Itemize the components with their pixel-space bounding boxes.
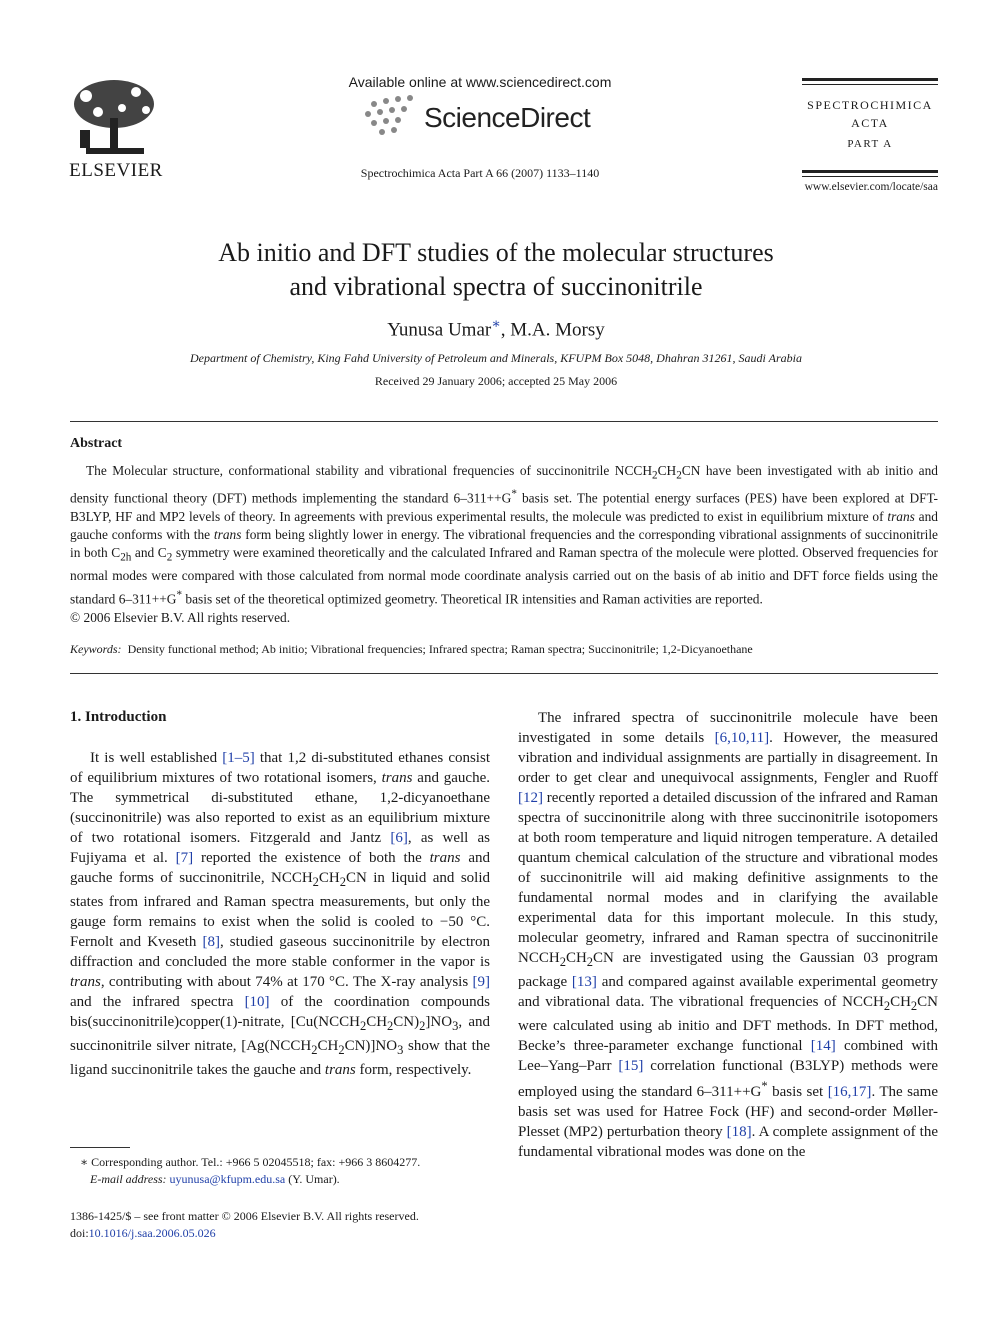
ref-link[interactable]: [6,10,11] (714, 730, 770, 746)
ref-link[interactable]: [1–5] (222, 750, 255, 766)
available-online: Available online at www.sciencedirect.com (348, 74, 612, 90)
elsevier-logo (66, 74, 166, 184)
email-label: E-mail address: (90, 1172, 167, 1186)
author-list (96, 316, 896, 341)
journal-citation: Spectrochimica Acta Part A 66 (2007) 1133–1140 (360, 166, 600, 180)
keywords-label: Keywords: (70, 642, 122, 656)
front-matter (70, 1208, 490, 1242)
ref-link[interactable]: [6] (390, 830, 408, 846)
section-heading-introduction: 1. Introduction (70, 709, 167, 725)
ref-link[interactable]: [7] (175, 850, 194, 866)
footnote-text: Corresponding author. Tel.: +966 5 02045518; fax: +966 3 8604277. (88, 1155, 421, 1169)
journal-masthead (802, 78, 938, 178)
email-link[interactable]: uyunusa@kfupm.edu.sa (169, 1172, 286, 1186)
ref-link[interactable]: [9] (472, 974, 490, 990)
sciencedirect-wordmark: ScienceDirect (424, 102, 591, 133)
body-column-left: It is well established [1–5] that 1,2 di-substituted ethanes consist of equilibrium mixtures of two rotational isomers, trans and gauche. The symmetrical di-substituted ethane, 1,2-dicyanoethane (succinonitrile) was also reported to exist as an equilibrium mixture of two rotational isomers. Fitzgerald and Jantz [6], as well as Fujiyama et al. [7] reported the existence of both the trans and gauche forms of succinonitrile, $NCCH_2CH_2CN$ in liquid and solid states from infrared and Raman spectra measurements, but only the gauge form remains to exist when the solid is cooled to −50 °C. Fernolt and Kveseth [8], studied gaseous succinonitrile by electron diffraction and concluded the more stable conformer in the vapor is trans, contributing with about 74% at 170 °C. The X-ray analysis [9] and the infrared spectra [10] of the coordination compounds bis(succinonitrile)copper(1)-nitrate, $[Cu(NCCH_2CH_2CN)_2]NO_3$, and succinonitrile silver nitrate, $[Ag(NCCH_2CH_2CN)]NO_3$ show that the ligand succinonitrile takes the gauche and trans form, respectively. (70, 750, 490, 1078)
ref-link[interactable]: [13] (571, 974, 597, 990)
footnote-divider (70, 1147, 130, 1148)
ref-link[interactable]: [15] (618, 1058, 644, 1074)
body-column-right: The infrared spectra of succinonitrile molecule have been investigated in some details [6,10,11]. However, the measured vibration and individual assignments are partially in disagreement. In order to get clear and unequivocal assignments, Fengler and Ruoff [12] recently reported a detailed discussion of the infrared and Raman spectra of succinonitrile along with three succinonitrile isotopomers at both room temperature and liquid nitrogen temperature. A detailed quantum chemical calculation of the structure and vibrational modes of succinonitrile will aid making definitive assignments to the fundamental normal modes and in clarifying the available experimental data for this important molecule. In this study, molecular geometry, infrared and Raman spectra of succinonitrile $NCCH_2CH_2CN$ are investigated using the Gaussian 03 program package [13] and compared against available experimental geometry and vibrational data. The vibrational frequencies of $NCCH_2CH_2CN$ were calculated using ab initio and DFT methods. In DFT method, Becke’s three-parameter exchange functional [14] combined with Lee–Yang–Parr [15] correlation functional (B3LYP) methods were employed using the standard 6–311++G* basis set [16,17]. The same basis set was used for Hatree Fock (HF) and second-order Møller-Plesset (MP2) perturbation theory [18]. A complete assignment of the fundamental vibrational modes was done on the (518, 710, 938, 1160)
keywords (70, 642, 938, 657)
journal-url[interactable]: www.elsevier.com/locate/saa (804, 181, 938, 193)
abstract-heading: Abstract (70, 436, 123, 451)
divider-top (70, 421, 938, 422)
ref-link[interactable]: [8] (202, 934, 220, 950)
footnote (70, 1154, 490, 1188)
sciencedirect-dots-icon (360, 92, 424, 140)
journal-name-line2: ACTA (851, 116, 889, 130)
ref-link[interactable]: [18] (726, 1124, 752, 1140)
ref-link[interactable]: [12] (518, 790, 543, 806)
publisher-name: ELSEVIER (69, 160, 163, 181)
corresponding-author-mark[interactable]: ∗ (491, 317, 501, 332)
title-line-2: and vibrational spectra of succinonitrile (289, 272, 703, 301)
received-dates: Received 29 January 2006; accepted 25 May 2006 (374, 374, 618, 388)
keywords-list: Density functional method; Ab initio; Vibrational frequencies; Infrared spectra; Raman spectra; Succinonitrile; 1,2-Dicyanoethane (127, 642, 753, 656)
ref-link[interactable]: [16,17] (827, 1084, 872, 1100)
email-suffix: (Y. Umar). (285, 1172, 340, 1186)
journal-name-line3: PART A (847, 138, 893, 150)
title-line-1: Ab initio and DFT studies of the molecular structures (218, 238, 774, 267)
doi-label: doi: (70, 1226, 89, 1240)
ref-link[interactable]: [10] (244, 994, 270, 1010)
journal-name-line1: SPECTROCHIMICA (807, 98, 933, 112)
abstract-text: The Molecular structure, conformational stability and vibrational frequencies of succinonitrile $NCCH_2CH_2CN$ have been investigated with ab initio and density functional theory (DFT) methods implementing the standard 6–311++G* basis set. The potential energy surfaces (PES) have been explored at DFT-B3LYP, HF and MP2 levels of theory. In agreements with previous experimental results, the molecule was predicted to exist in equilibrium mixture of trans and gauche conforms with the trans form being slightly lower in energy. The vibrational frequencies and the corresponding vibrational assignments of succinonitrile in both $C_{2h}$ and $C_2$ symmetry were examined theoretically and the calculated Infrared and Raman spectra of the molecule were plotted. Observed frequencies for normal modes were compared with those calculated from normal mode coordinate analysis carried out on the basis of ab initio and DFT force fields using the standard 6–311++G* basis set of the theoretical optimized geometry. Theoretical IR intensities and Raman activities are reported. (70, 463, 938, 607)
front-matter-text: 1386-1425/$ – see front matter © 2006 Elsevier B.V. All rights reserved. (70, 1209, 419, 1223)
ref-link[interactable]: [14] (810, 1038, 836, 1054)
divider-bottom (70, 673, 938, 674)
doi-link[interactable]: 10.1016/j.saa.2006.05.026 (88, 1226, 216, 1240)
author-2: M.A. Morsy (510, 319, 605, 341)
affiliation: Department of Chemistry, King Fahd University of Petroleum and Minerals, KFUPM Box 5048, Dhahran 31261, Saudi Arabia (190, 351, 802, 365)
abstract-copyright: © 2006 Elsevier B.V. All rights reserved. (70, 610, 291, 625)
author-separator: , (500, 319, 511, 341)
author-1: Yunusa Umar (387, 319, 492, 341)
footnote-mark: ∗ (80, 1155, 89, 1169)
article-title (96, 236, 896, 304)
